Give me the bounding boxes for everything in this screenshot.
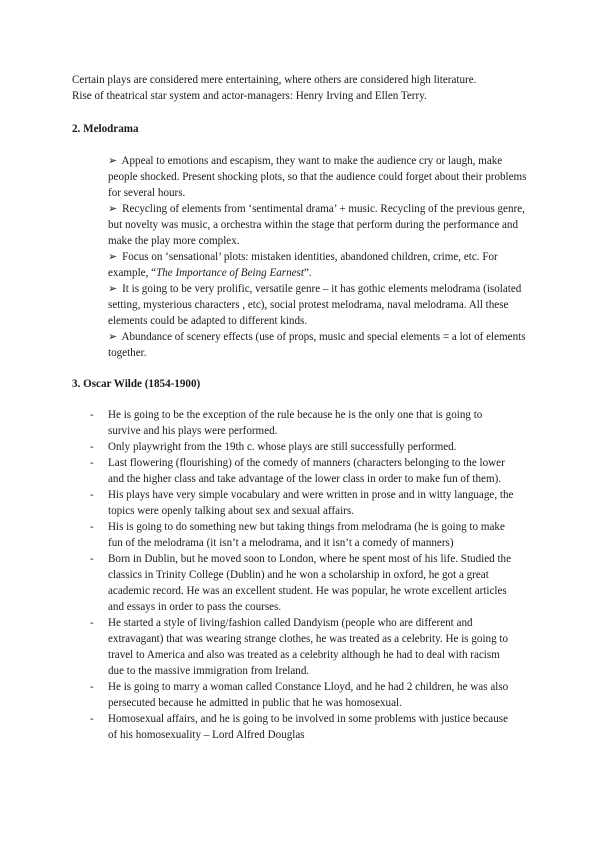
intro-line-2: Rise of theatrical star system and actor-managers: Henry Irving and Ellen Terry. <box>72 90 427 102</box>
arrow-bullet-icon: ➢ <box>108 155 118 167</box>
list-item <box>108 249 528 281</box>
arrow-bullet-icon: ➢ <box>108 251 118 263</box>
list-item-text: Abundance of scenery effects (use of props, music and special elements = a lot of elements together. <box>108 331 526 359</box>
list-item-text: His is going to do something new but taking things from melodrama (he is going to make fun of the melodrama (it isn’t a melodrama, and it isn’t a comedy of manners) <box>108 521 505 549</box>
list-item-text: Only playwright from the 19th c. whose plays are still successfully performed. <box>108 441 457 453</box>
list-item-text: Recycling of elements from ‘sentimental drama’ + music. Recycling of the previous genre, but novelty was music, a orchestra within the stage that perform during the performance and make the play more complex. <box>108 203 525 247</box>
list-item <box>90 519 530 551</box>
dash-bullet-icon: - <box>90 617 94 629</box>
list-item <box>90 455 530 487</box>
list-item-text: His plays have very simple vocabulary and were written in prose and in witty language, the topics were openly talking about sex and sexual affairs. <box>108 489 514 517</box>
list-item-text: Homosexual affairs, and he is going to be involved in some problems with justice because of his homosexuality – Lord Alfred Douglas <box>108 713 509 741</box>
dash-bullet-icon: - <box>90 553 94 565</box>
intro-paragraph <box>72 72 532 104</box>
play-title: The Importance of Being Earnest <box>156 267 304 279</box>
dash-bullet-icon: - <box>90 489 94 501</box>
list-item <box>108 201 528 249</box>
arrow-bullet-icon: ➢ <box>108 203 118 215</box>
list-item-text: He is going to marry a woman called Constance Lloyd, and he had 2 children, he was also persecuted because he admitted in public that he was homosexual. <box>108 681 509 709</box>
list-item <box>90 615 530 679</box>
oscar-wilde-dash-list <box>90 407 530 743</box>
list-item-text: He started a style of living/fashion called Dandyism (people who are different and extravagant) that was wearing strange clothes, he was treated as a celebrity. He is going to travel to America and also was treated as a celebrity although he had to deal with racism due to the massive immigration from Ireland. <box>108 617 509 677</box>
list-item <box>90 711 530 743</box>
list-item-text: Appeal to emotions and escapism, they want to make the audience cry or laugh, make people shocked. Present shocking plots, so that the audience could forget about their problems for several hours. <box>108 155 527 199</box>
dash-bullet-icon: - <box>90 521 94 533</box>
list-item <box>108 329 528 361</box>
dash-bullet-icon: - <box>90 409 94 421</box>
list-item <box>108 281 528 329</box>
list-item-text: It is going to be very prolific, versatile genre – it has gothic elements melodrama (isolated setting, mysterious characters , etc), social protest melodrama, naval melodrama. All these elements could be adapted to different kinds. <box>108 283 522 327</box>
dash-bullet-icon: - <box>90 457 94 469</box>
section-heading-melodrama: 2. Melodrama <box>72 123 139 135</box>
list-item-text: He is going to be the exception of the rule because he is the only one that is going to survive and his plays were performed. <box>108 409 483 437</box>
intro-line-1: Certain plays are considered mere entertaining, where others are considered high literature. <box>72 74 477 86</box>
arrow-bullet-icon: ➢ <box>108 331 118 343</box>
list-item-text: Focus on ‘sensational’ plots: mistaken identities, abandoned children, crime, etc. For example, “ <box>108 251 498 279</box>
list-item <box>90 407 530 439</box>
section-heading-oscar-wilde: 3. Oscar Wilde (1854-1900) <box>72 378 201 390</box>
list-item-text: Last flowering (flourishing) of the comedy of manners (characters belonging to the lower and the higher class and take advantage of the lower class in order to make fun of them). <box>108 457 505 485</box>
dash-bullet-icon: - <box>90 441 94 453</box>
list-item-text: Born in Dublin, but he moved soon to London, where he spent most of his life. Studied the classics in Trinity College (Dublin) and he won a scholarship in oxford, he got a great academic record. He was an excellent student. He was popular, he wrote excellent articles and essays in order to pass the courses. <box>108 553 512 613</box>
list-item <box>90 679 530 711</box>
list-item <box>108 153 528 201</box>
arrow-bullet-icon: ➢ <box>108 283 118 295</box>
list-item <box>90 439 530 455</box>
list-item <box>90 551 530 615</box>
dash-bullet-icon: - <box>90 681 94 693</box>
list-item <box>90 487 530 519</box>
list-item-text-end: ”. <box>303 267 312 279</box>
melodrama-bullet-list <box>108 153 528 361</box>
dash-bullet-icon: - <box>90 713 94 725</box>
